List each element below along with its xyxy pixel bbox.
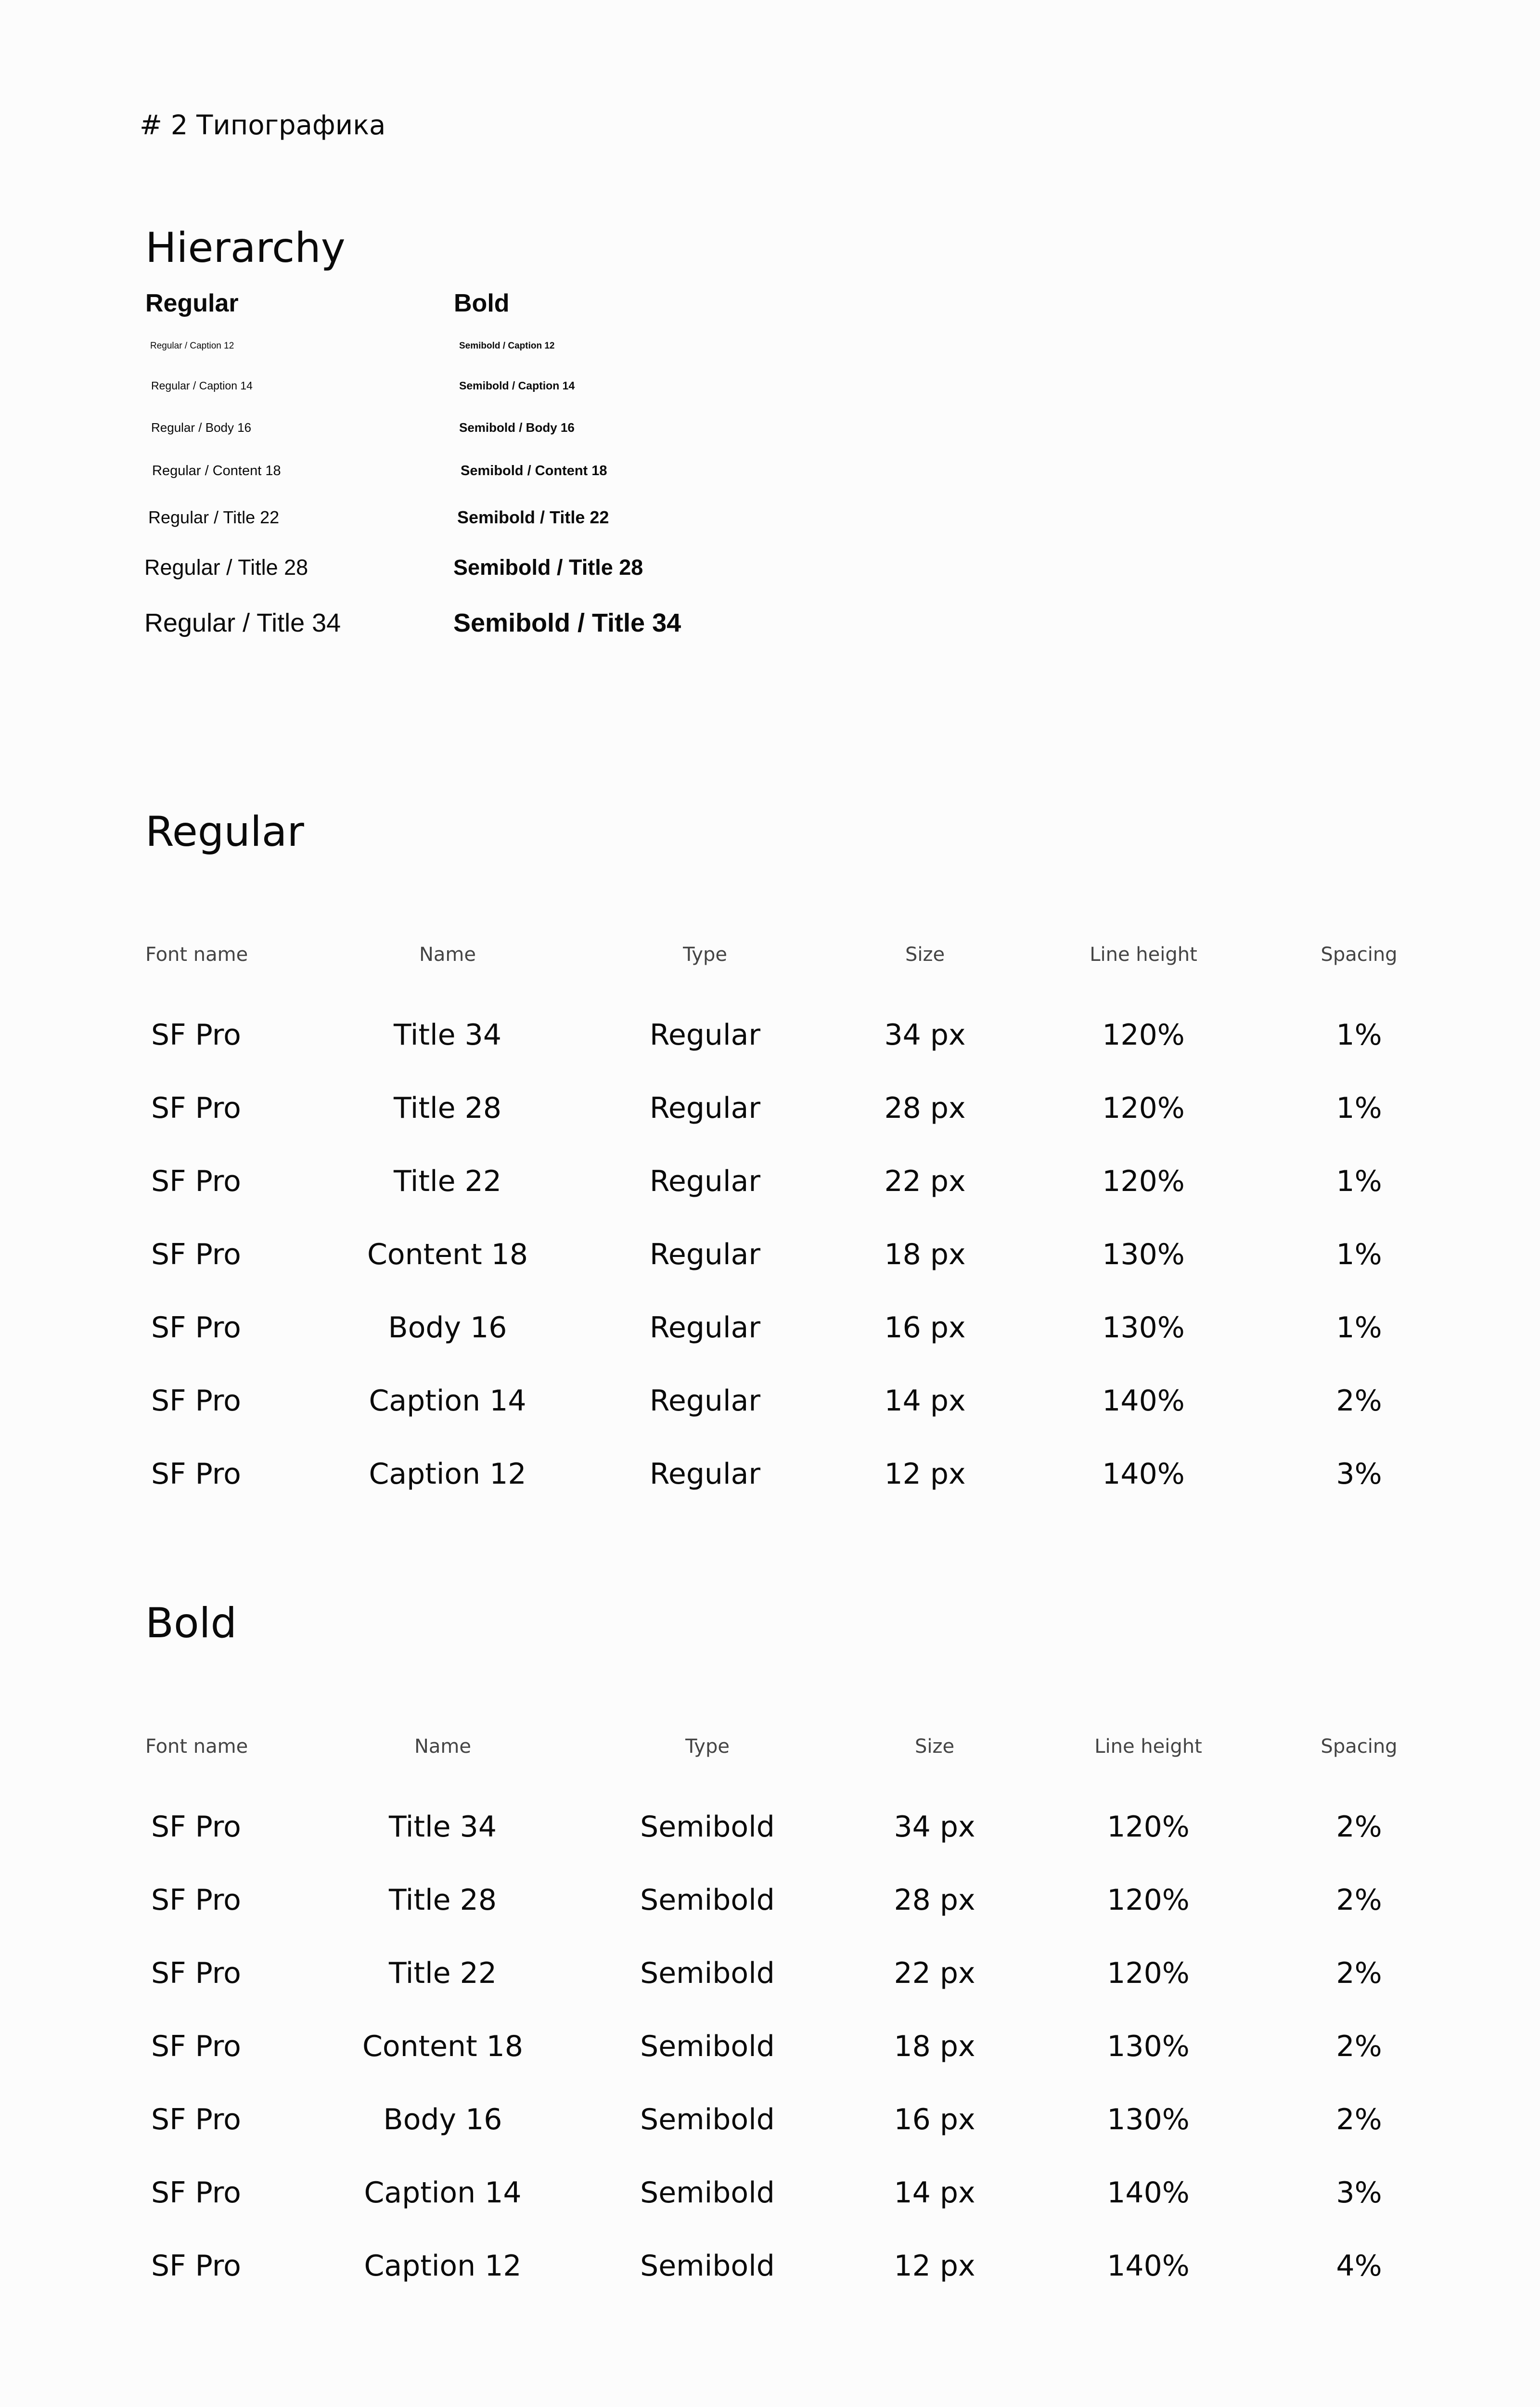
cell-name: Content 18	[367, 1238, 528, 1271]
cell-size: 12 px	[884, 1457, 966, 1491]
cell-line-height: 140%	[1102, 1384, 1185, 1418]
header-font-name: Font name	[145, 944, 248, 966]
header-size: Size	[914, 1735, 955, 1758]
cell-name: Title 22	[393, 1165, 502, 1198]
sample-semibold-caption-12: Semibold / Caption 12	[459, 341, 555, 351]
cell-type: Regular	[649, 1165, 761, 1198]
sample-regular-content-18: Regular / Content 18	[152, 463, 281, 479]
header-spacing: Spacing	[1321, 1735, 1398, 1758]
cell-type: Semibold	[640, 2030, 775, 2063]
sample-semibold-title-28: Semibold / Title 28	[453, 555, 643, 580]
cell-font-name: SF Pro	[151, 1810, 241, 1844]
cell-font-name: SF Pro	[151, 1018, 241, 1052]
cell-type: Semibold	[640, 1883, 775, 1917]
cell-font-name: SF Pro	[151, 2176, 241, 2210]
cell-size: 22 px	[884, 1165, 966, 1198]
cell-spacing: 1%	[1336, 1091, 1382, 1125]
header-line-height: Line height	[1094, 1735, 1202, 1758]
cell-spacing: 2%	[1336, 1956, 1382, 1990]
hierarchy-title: Hierarchy	[145, 224, 346, 272]
cell-spacing: 1%	[1336, 1165, 1382, 1198]
sample-semibold-caption-14: Semibold / Caption 14	[459, 379, 575, 392]
cell-size: 22 px	[894, 1956, 975, 1990]
cell-size: 14 px	[894, 2176, 975, 2210]
cell-name: Caption 12	[364, 2249, 522, 2283]
cell-spacing: 1%	[1336, 1238, 1382, 1271]
cell-type: Regular	[649, 1311, 761, 1345]
cell-name: Body 16	[383, 2103, 502, 2136]
sample-semibold-title-34: Semibold / Title 34	[453, 608, 681, 637]
cell-font-name: SF Pro	[151, 1883, 241, 1917]
cell-font-name: SF Pro	[151, 1384, 241, 1418]
cell-line-height: 120%	[1107, 1883, 1190, 1917]
sample-regular-caption-14: Regular / Caption 14	[151, 379, 253, 392]
sample-regular-title-34: Regular / Title 34	[144, 608, 341, 637]
cell-font-name: SF Pro	[151, 1956, 241, 1990]
header-type: Type	[685, 1735, 730, 1758]
cell-line-height: 130%	[1102, 1311, 1185, 1345]
cell-spacing: 4%	[1336, 2249, 1382, 2283]
cell-name: Title 34	[388, 1810, 497, 1844]
sample-semibold-title-22: Semibold / Title 22	[457, 507, 609, 527]
cell-type: Semibold	[640, 2249, 775, 2283]
cell-type: Regular	[649, 1457, 761, 1491]
cell-font-name: SF Pro	[151, 1457, 241, 1491]
cell-type: Semibold	[640, 2176, 775, 2210]
cell-name: Caption 12	[369, 1457, 526, 1491]
cell-size: 18 px	[884, 1238, 966, 1271]
cell-name: Content 18	[362, 2030, 524, 2063]
cell-spacing: 2%	[1336, 1883, 1382, 1917]
sample-semibold-body-16: Semibold / Body 16	[459, 420, 575, 435]
sample-semibold-content-18: Semibold / Content 18	[461, 463, 607, 479]
header-name: Name	[419, 944, 476, 966]
cell-name: Title 28	[388, 1883, 497, 1917]
cell-name: Title 22	[388, 1956, 497, 1990]
cell-font-name: SF Pro	[151, 2249, 241, 2283]
cell-line-height: 140%	[1107, 2249, 1190, 2283]
cell-spacing: 1%	[1336, 1311, 1382, 1345]
header-name: Name	[414, 1735, 472, 1758]
cell-size: 16 px	[894, 2103, 975, 2136]
cell-size: 34 px	[894, 1810, 975, 1844]
hierarchy-regular-heading: Regular	[145, 289, 239, 317]
cell-line-height: 130%	[1107, 2030, 1190, 2063]
cell-size: 12 px	[894, 2249, 975, 2283]
sample-regular-body-16: Regular / Body 16	[151, 420, 252, 435]
bold-section-title: Bold	[145, 1599, 237, 1647]
cell-line-height: 120%	[1107, 1956, 1190, 1990]
cell-size: 16 px	[884, 1311, 966, 1345]
cell-size: 28 px	[884, 1091, 966, 1125]
cell-name: Title 34	[393, 1018, 502, 1052]
header-size: Size	[905, 944, 945, 966]
cell-name: Title 28	[393, 1091, 502, 1125]
cell-type: Regular	[649, 1384, 761, 1418]
cell-line-height: 120%	[1102, 1091, 1185, 1125]
cell-spacing: 2%	[1336, 2030, 1382, 2063]
cell-type: Semibold	[640, 1810, 775, 1844]
cell-font-name: SF Pro	[151, 2103, 241, 2136]
cell-spacing: 3%	[1336, 2176, 1382, 2210]
cell-spacing: 1%	[1336, 1018, 1382, 1052]
cell-type: Regular	[649, 1238, 761, 1271]
cell-spacing: 2%	[1336, 1384, 1382, 1418]
cell-spacing: 2%	[1336, 1810, 1382, 1844]
cell-font-name: SF Pro	[151, 1238, 241, 1271]
cell-line-height: 140%	[1107, 2176, 1190, 2210]
cell-line-height: 140%	[1102, 1457, 1185, 1491]
regular-section-title: Regular	[145, 808, 304, 856]
cell-type: Regular	[649, 1091, 761, 1125]
sample-regular-title-28: Regular / Title 28	[144, 555, 308, 580]
cell-name: Caption 14	[369, 1384, 526, 1418]
cell-font-name: SF Pro	[151, 1165, 241, 1198]
cell-size: 28 px	[894, 1883, 975, 1917]
page-title: # 2 Типографика	[140, 110, 386, 141]
cell-line-height: 130%	[1102, 1238, 1185, 1271]
cell-type: Semibold	[640, 1956, 775, 1990]
cell-size: 14 px	[884, 1384, 966, 1418]
cell-spacing: 3%	[1336, 1457, 1382, 1491]
cell-size: 18 px	[894, 2030, 975, 2063]
hierarchy-bold-heading: Bold	[454, 289, 510, 317]
cell-font-name: SF Pro	[151, 1311, 241, 1345]
cell-size: 34 px	[884, 1018, 966, 1052]
cell-name: Caption 14	[364, 2176, 522, 2210]
header-font-name: Font name	[145, 1735, 248, 1758]
cell-type: Semibold	[640, 2103, 775, 2136]
cell-line-height: 120%	[1107, 1810, 1190, 1844]
cell-name: Body 16	[388, 1311, 507, 1345]
header-line-height: Line height	[1090, 944, 1197, 966]
sample-regular-caption-12: Regular / Caption 12	[150, 341, 234, 351]
sample-regular-title-22: Regular / Title 22	[148, 507, 280, 527]
cell-line-height: 130%	[1107, 2103, 1190, 2136]
cell-spacing: 2%	[1336, 2103, 1382, 2136]
cell-type: Regular	[649, 1018, 761, 1052]
cell-font-name: SF Pro	[151, 2030, 241, 2063]
cell-line-height: 120%	[1102, 1165, 1185, 1198]
header-spacing: Spacing	[1321, 944, 1398, 966]
cell-font-name: SF Pro	[151, 1091, 241, 1125]
header-type: Type	[683, 944, 727, 966]
cell-line-height: 120%	[1102, 1018, 1185, 1052]
